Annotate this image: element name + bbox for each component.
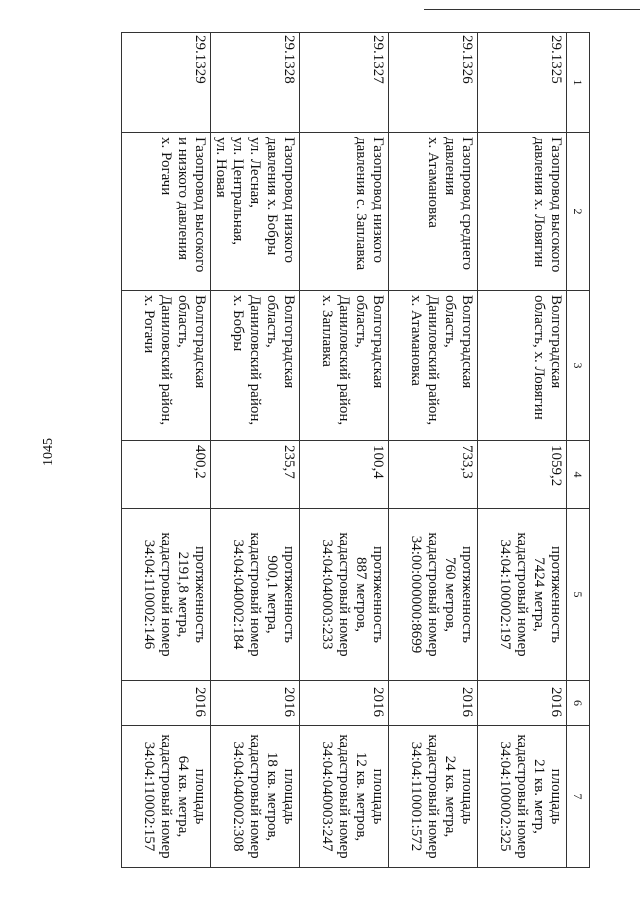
object-value: 100,4: [300, 441, 389, 509]
table-row: [389, 33, 478, 868]
object-location: Волгоградская область, х. Ловягин: [478, 291, 567, 441]
object-year: 2016: [478, 681, 567, 726]
object-year: 2016: [122, 681, 211, 726]
header-cell-1: 1: [567, 33, 590, 133]
header-cell-6: 6: [567, 681, 590, 726]
object-name: Газопровод высокого давления х. Ловягин: [478, 133, 567, 291]
object-year: 2016: [300, 681, 389, 726]
table-header-row: [567, 33, 590, 868]
object-name: Газопровод высокого и низкого давления х. Рогачи: [122, 133, 211, 291]
object-area: площадь 18 кв. метров, кадастровый номер 34:04:040002:308: [211, 726, 300, 868]
object-location: Волгоградская область, Даниловский район, х. Заплавка: [300, 291, 389, 441]
object-area: площадь 12 кв. метров, кадастровый номер 34:04:040003:247: [300, 726, 389, 868]
header-cell-3: 3: [567, 291, 590, 441]
object-location: Волгоградская область, Даниловский район, х. Атамановка: [389, 291, 478, 441]
header-cell-7: 7: [567, 726, 590, 868]
object-year: 2016: [211, 681, 300, 726]
object-value: 1059,2: [478, 441, 567, 509]
object-length: протяженность 7424 метра, кадастровый номер 34:04:100002:197: [478, 509, 567, 681]
header-cell-4: 4: [567, 441, 590, 509]
table-row: [478, 33, 567, 868]
header-cell-2: 2: [567, 133, 590, 291]
object-name: Газопровод низкого давления с. Заплавка: [300, 133, 389, 291]
row-id: 29.1326: [389, 33, 478, 133]
object-value: 235,7: [211, 441, 300, 509]
object-area: площадь 64 кв. метра, кадастровый номер 34:04:110002:157: [122, 726, 211, 868]
rotated-table-container: [86, 32, 590, 867]
object-name: Газопровод низкого давления х. Бобры ул. Лесная, ул. Центральная, ул. Новая: [211, 133, 300, 291]
object-value: 733,3: [389, 441, 478, 509]
object-length: протяженность 760 метров, кадастровый номер 34:00:000000:8699: [389, 509, 478, 681]
object-area: площадь 21 кв. метр, кадастровый номер 34:04:100002:325: [478, 726, 567, 868]
row-id: 29.1327: [300, 33, 389, 133]
object-value: 400,2: [122, 441, 211, 509]
object-year: 2016: [389, 681, 478, 726]
row-id: 29.1328: [211, 33, 300, 133]
table-row: [300, 33, 389, 868]
row-id: 29.1329: [122, 33, 211, 133]
object-length: протяженность 900,1 метра, кадастровый номер 34:04:040002:184: [211, 509, 300, 681]
object-area: площадь 24 кв. метра, кадастровый номер 34:04:110001:572: [389, 726, 478, 868]
object-name: Газопровод среднего давления х. Атамановка: [389, 133, 478, 291]
object-length: протяженность 887 метров, кадастровый номер 34:04:040003:233: [300, 509, 389, 681]
table-row: [211, 33, 300, 868]
row-id: 29.1325: [478, 33, 567, 133]
property-table: [121, 32, 590, 868]
top-right-rule: [424, 9, 640, 10]
header-cell-5: 5: [567, 509, 590, 681]
object-location: Волгоградская область, Даниловский район, х. Рогачи: [122, 291, 211, 441]
object-location: Волгоградская область, Даниловский район, х. Бобры: [211, 291, 300, 441]
table-row: [122, 33, 211, 868]
object-length: протяженность 2191,8 метра, кадастровый номер 34:04:110002:146: [122, 509, 211, 681]
